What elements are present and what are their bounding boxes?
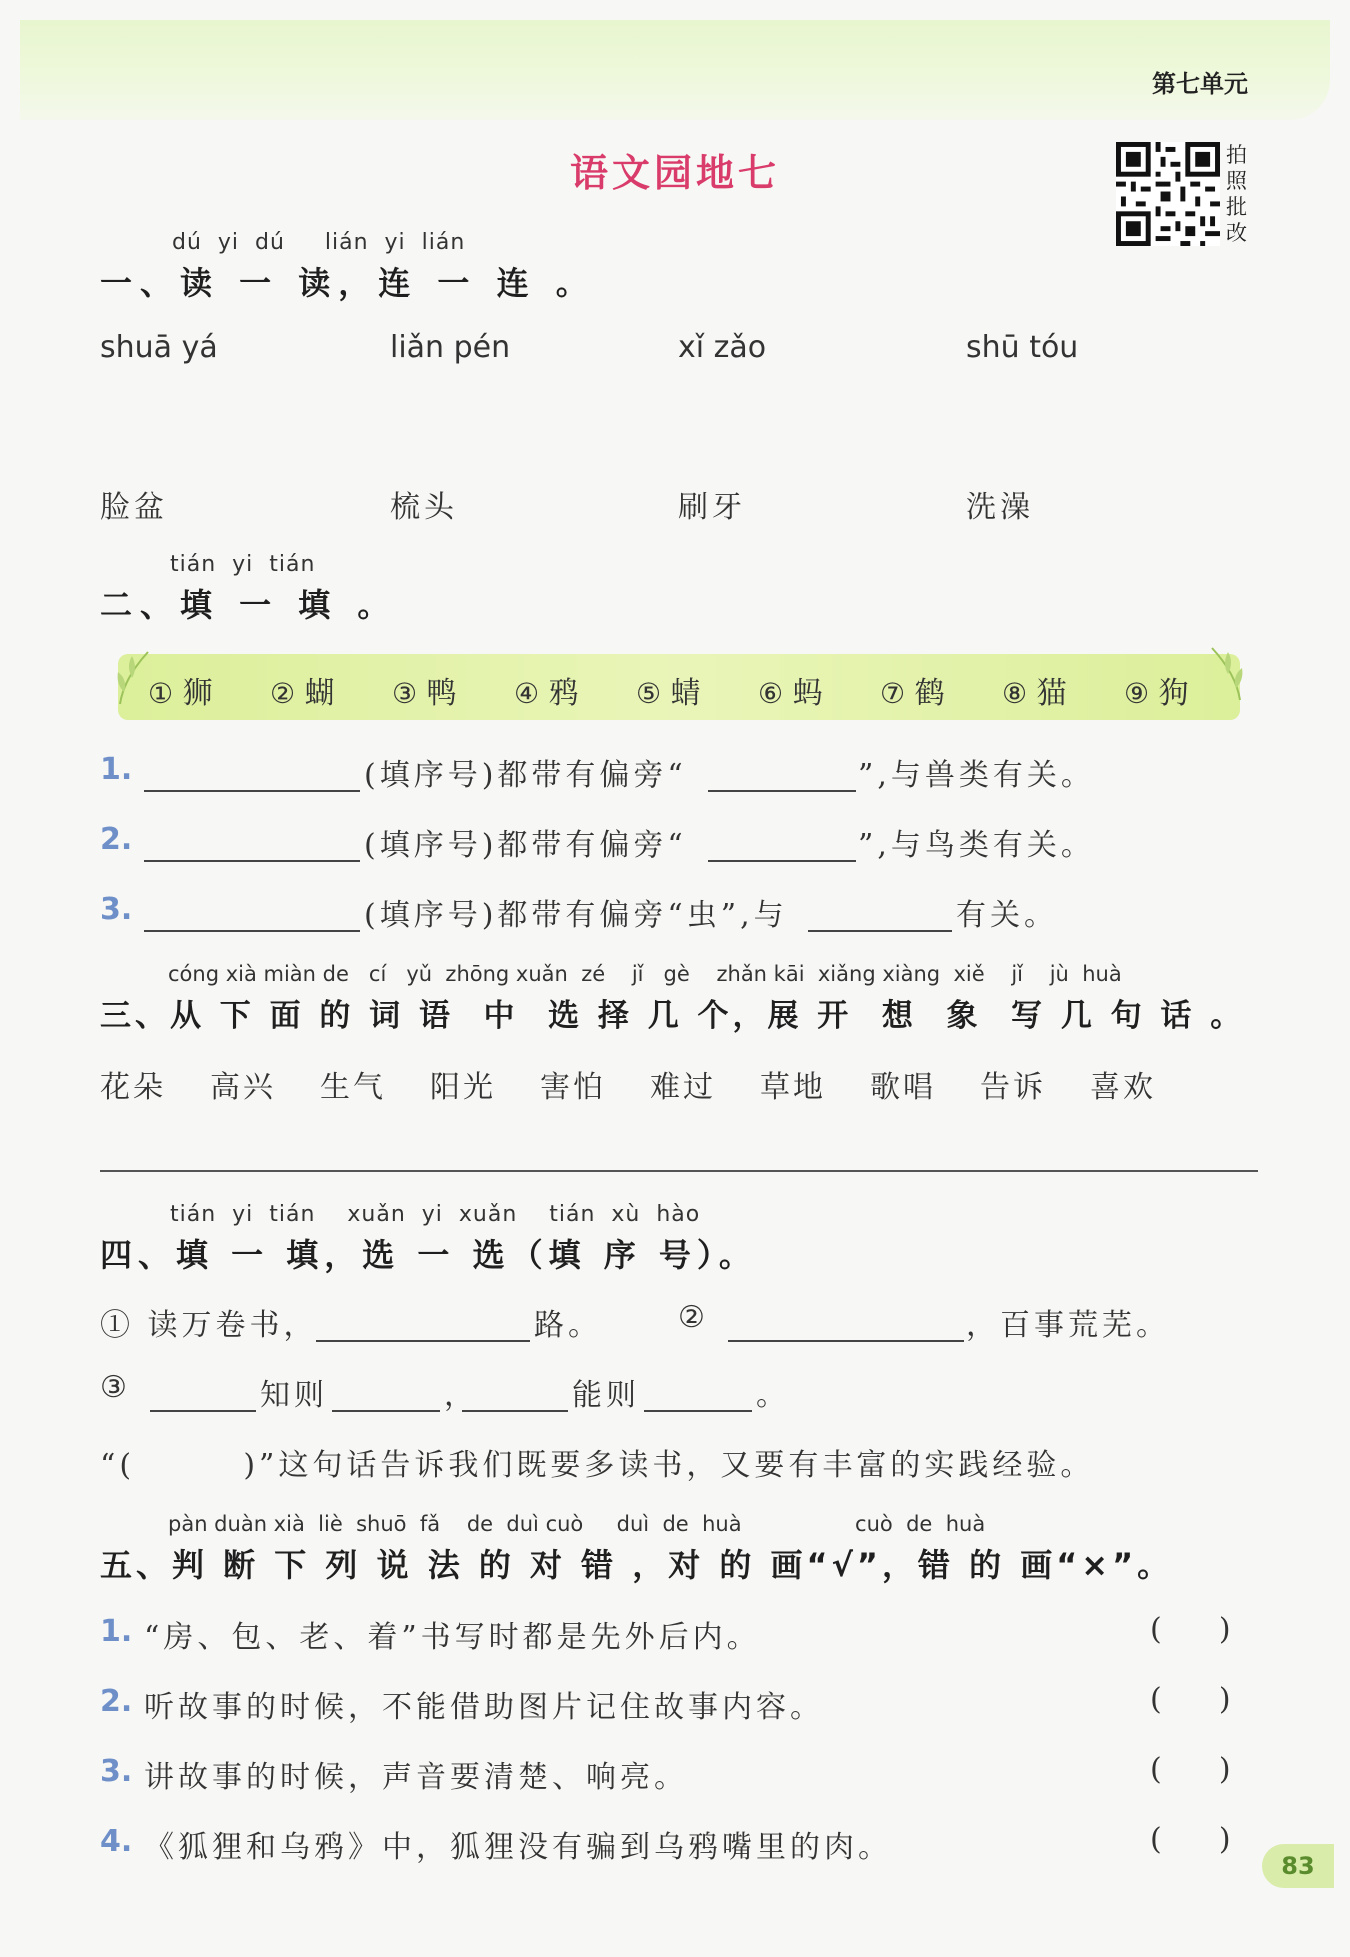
char-option[interactable] (1124, 668, 1189, 712)
char-option[interactable] (758, 668, 823, 712)
char-number: ⑤ (636, 677, 662, 710)
answer-blank[interactable] (808, 930, 952, 932)
answer-blank[interactable] (708, 860, 856, 862)
answer-parentheses[interactable]: ( ) (1150, 1682, 1231, 1717)
question-text: (填序号)都带有偏旁“ (364, 828, 687, 863)
question-text: ”,与鸟类有关。 (858, 828, 1095, 863)
section3-heading: 三、从 下 面 的 词 语 中 选 择 几 个，展 开 想 象 写 几 句 话 。 (100, 998, 1246, 1034)
section4-pinyin: tián yi tián xuǎn yi xuǎn tián xù hào (170, 1202, 701, 1227)
pinyin-word[interactable]: liǎn pén (390, 330, 511, 365)
word-option[interactable]: 告诉 (980, 1070, 1046, 1105)
section1-heading: 一、读 一 读，连 一 连 。 (100, 264, 596, 302)
section5-pinyin: pàn duàn xià liè shuō fǎ de duì cuò duì de huà cuò de huà (168, 1512, 986, 1536)
proverb-text: 路。 (534, 1308, 602, 1343)
hanzi-word[interactable]: 刷牙 (678, 490, 746, 525)
section1-pinyin: dú yi dú lián yi lián (172, 230, 466, 255)
answer-blank[interactable] (332, 1410, 440, 1412)
page-title: 语文园地七 (569, 151, 780, 195)
question-text: (填序号)都带有偏旁“ (364, 758, 687, 793)
answer-blank[interactable] (144, 930, 360, 932)
char-option[interactable] (392, 668, 457, 712)
qr-label-char: 照 (1226, 169, 1247, 193)
word-option[interactable]: 草地 (760, 1070, 826, 1105)
pinyin-word[interactable]: shuā yá (100, 330, 218, 365)
char-option[interactable] (514, 668, 579, 712)
char-text: 狗 (1158, 676, 1189, 711)
word-option[interactable]: 生气 (320, 1070, 386, 1105)
char-number: ② (270, 677, 296, 710)
char-text: 蜻 (670, 676, 701, 711)
char-text: 鹤 (914, 676, 945, 711)
char-number: ① (148, 677, 174, 710)
proverb-question[interactable]: “( )”这句话告诉我们既要多读书，又要有丰富的实践经验。 (100, 1448, 1095, 1483)
section3-pinyin: cóng xià miàn de cí yǔ zhōng xuǎn zé jǐ gè zhǎn kāi xiǎng xiàng xiě jǐ jù huà (168, 962, 1122, 986)
proverb-text: ① 读万卷书， (100, 1308, 318, 1343)
char-option[interactable] (1002, 668, 1067, 712)
question-number: 2. (100, 822, 133, 857)
char-number: ⑦ (880, 677, 906, 710)
char-text: 蝴 (304, 676, 335, 711)
proverb-text: 知则 (260, 1378, 328, 1413)
statement-text: “房、包、老、着”书写时都是先外后内。 (144, 1620, 761, 1655)
word-option[interactable]: 阳光 (430, 1070, 496, 1105)
header-band (20, 20, 1330, 120)
char-text: 狮 (182, 676, 213, 711)
qr-label-char: 批 (1226, 195, 1247, 219)
proverb-text: ， (444, 1378, 478, 1413)
word-option[interactable]: 高兴 (210, 1070, 276, 1105)
question-number: 1. (100, 752, 133, 787)
answer-blank[interactable] (708, 790, 856, 792)
proverb-text: ② (678, 1300, 709, 1335)
answer-blank[interactable] (462, 1410, 568, 1412)
answer-parentheses[interactable]: ( ) (1150, 1752, 1231, 1787)
statement-text: 《狐狸和乌鸦》中，狐狸没有骗到乌鸦嘴里的肉。 (144, 1830, 892, 1865)
char-number: ⑥ (758, 677, 784, 710)
answer-blank[interactable] (144, 860, 360, 862)
answer-blank[interactable] (150, 1410, 256, 1412)
bamboo-leaf-icon (1206, 644, 1246, 704)
pinyin-word[interactable]: shū tóu (966, 330, 1079, 365)
char-text: 猫 (1036, 676, 1067, 711)
section5-heading: 五、判 断 下 列 说 法 的 对 错 ，对 的 画“√”，错 的 画“×”。 (100, 1546, 1174, 1584)
char-number: ⑨ (1124, 677, 1150, 710)
answer-blank[interactable] (644, 1410, 752, 1412)
char-option[interactable] (880, 668, 945, 712)
question-number: 4. (100, 1824, 133, 1859)
section4-heading: 四、填 一 填，选 一 选（填 序 号）。 (100, 1236, 757, 1274)
char-text: 鸭 (426, 676, 457, 711)
statement-text: 听故事的时候，不能借助图片记住故事内容。 (144, 1690, 824, 1725)
character-bank (118, 654, 1240, 720)
section2-heading: 二、填 一 填 。 (100, 586, 398, 624)
writing-line[interactable] (100, 1170, 1258, 1172)
word-option[interactable]: 害怕 (540, 1070, 606, 1105)
proverb-text: 能则 (572, 1378, 640, 1413)
word-option[interactable]: 难过 (650, 1070, 716, 1105)
char-option[interactable] (270, 668, 335, 712)
char-number: ⑧ (1002, 677, 1028, 710)
pinyin-word[interactable]: xǐ zǎo (678, 330, 767, 365)
word-option[interactable]: 花朵 (100, 1070, 166, 1105)
word-option[interactable]: 歌唱 (870, 1070, 936, 1105)
qr-label-char: 拍 (1226, 143, 1247, 167)
char-number: ③ (392, 677, 418, 710)
qr-code-icon[interactable] (1116, 142, 1220, 246)
hanzi-word[interactable]: 洗澡 (966, 490, 1034, 525)
char-text: 蚂 (792, 676, 823, 711)
page-number: 83 (1262, 1844, 1334, 1888)
question-text: ”,与兽类有关。 (858, 758, 1095, 793)
proverb-text: ③ (100, 1370, 131, 1405)
char-number: ④ (514, 677, 540, 710)
section2-pinyin: tián yi tián (170, 552, 316, 577)
answer-parentheses[interactable]: ( ) (1150, 1822, 1231, 1857)
char-text: 鸦 (548, 676, 579, 711)
statement-text: 讲故事的时候，声音要清楚、响亮。 (144, 1760, 688, 1795)
answer-blank[interactable] (144, 790, 360, 792)
answer-blank[interactable] (316, 1340, 530, 1342)
question-number: 3. (100, 892, 133, 927)
proverb-text: 。 (756, 1378, 790, 1413)
question-text: 有关。 (956, 898, 1058, 933)
hanzi-word[interactable]: 脸盆 (100, 490, 168, 525)
qr-label-char: 改 (1226, 221, 1247, 245)
unit-label: 第七单元 (1152, 70, 1248, 98)
char-option[interactable] (636, 668, 701, 712)
proverb-text: ，百事荒芜。 (966, 1308, 1170, 1343)
word-option[interactable]: 喜欢 (1090, 1070, 1156, 1105)
question-number: 2. (100, 1684, 133, 1719)
question-number: 3. (100, 1754, 133, 1789)
answer-blank[interactable] (728, 1340, 964, 1342)
qr-label (1226, 142, 1252, 246)
hanzi-word[interactable]: 梳头 (390, 490, 458, 525)
answer-parentheses[interactable]: ( ) (1150, 1612, 1231, 1647)
question-number: 1. (100, 1614, 133, 1649)
char-option[interactable] (148, 668, 213, 712)
question-text: (填序号)都带有偏旁“虫”,与 (364, 898, 788, 933)
